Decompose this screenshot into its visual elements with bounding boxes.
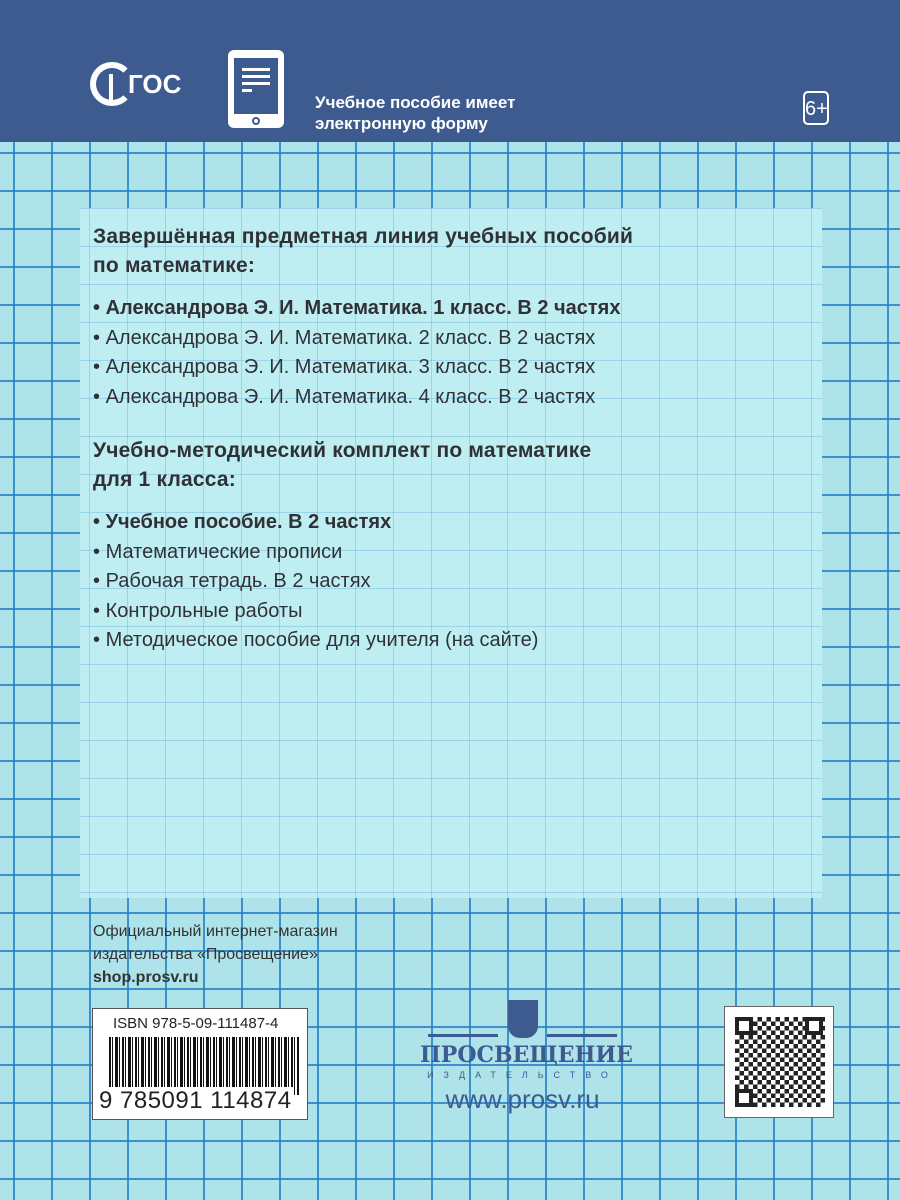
series-list [93,294,633,412]
content [93,222,633,680]
title-line: по математике: [93,254,256,277]
list-item: • Рабочая тетрадь. В 2 частях [93,567,633,597]
list-item: • Александрова Э. И. Математика. 2 класс. В 2 частях [93,324,633,354]
shop-info [93,920,338,989]
shop-url[interactable]: shop.prosv.ru [93,969,199,986]
isbn-barcode [92,1008,308,1120]
title-line: для 1 класса: [93,468,236,491]
fgos-logo [90,62,181,106]
title-line: Завершённая предметная линия учебных пособий [93,225,634,248]
fgos-ring-icon [90,62,134,106]
publisher-website[interactable]: www.prosv.ru [445,1084,600,1114]
list-item: • Методическое пособие для учителя (на сайте) [93,626,633,656]
publisher-name: ПРОСВЕЩЕНИЕ [420,1042,633,1068]
list-item: • Александрова Э. И. Математика. 1 класс. В 2 частях [93,294,633,324]
shop-line: Официальный интернет-магазин [93,923,338,940]
kit-list [93,508,633,656]
prosveshchenie-emblem-icon [508,1000,538,1038]
eform-line: Учебное пособие имеет [315,93,516,112]
electronic-form-note [315,92,515,134]
barcode-number: 9 785091 114874 [99,1087,292,1114]
cover-header [0,0,900,142]
list-item: • Александрова Э. И. Математика. 4 класс. В 2 частях [93,383,633,413]
title-line: Учебно-методический комплект по математике [93,439,592,462]
fgos-logo-text: ГОС [128,68,182,99]
isbn-label: ISBN 978-5-09-111487-4 [113,1015,279,1032]
list-item: • Учебное пособие. В 2 частях [93,508,633,538]
age-rating-badge: 6+ [803,91,829,125]
eform-line: электронную форму [315,114,488,133]
list-item: • Математические прописи [93,538,633,568]
kit-title [93,436,633,494]
publisher-subtitle: ИЗДАТЕЛЬСТВО [427,1070,618,1080]
list-item: • Александрова Э. И. Математика. 3 класс. В 2 частях [93,353,633,383]
series-title [93,222,633,280]
publisher-logo [420,1000,633,1115]
shop-line: издательства «Просвещение» [93,946,318,963]
tablet-icon [228,50,284,128]
list-item: • Контрольные работы [93,597,633,627]
qr-code[interactable] [724,1006,834,1118]
